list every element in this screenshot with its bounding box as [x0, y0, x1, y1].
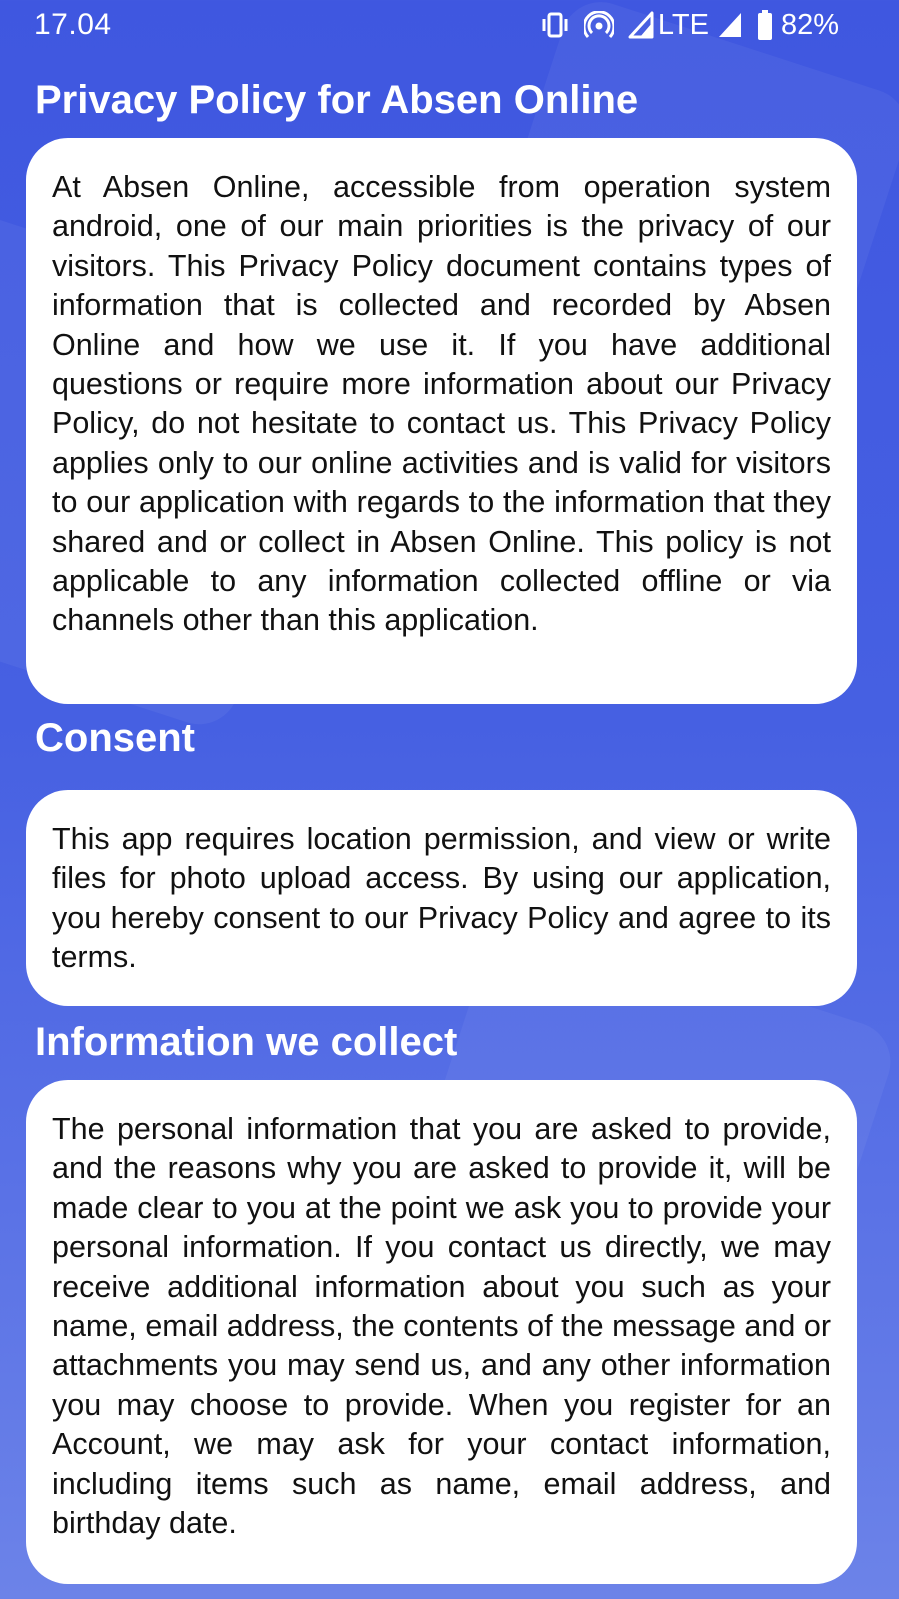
- status-icons: [530, 8, 839, 42]
- battery-percent: 82%: [780, 8, 839, 41]
- status-bar: [0, 0, 899, 52]
- page-title: Privacy Policy for Absen Online: [35, 78, 639, 122]
- network-type: LTE: [657, 8, 709, 41]
- information-collect-text: The personal information that you are asked to provide, and the reasons why you are asked to provide it, will be made clear to you at the point we ask you to provide your personal information. If you contact us directly, we may receive additional information about you such as your name, email address, the contents of the message and or attachments you may send us, and any other information you may choose to provide. When you register for an Account, we may ask for your contact information, including items such as name, email address, and birthday date.: [52, 1112, 831, 1541]
- information-collect-title: Information we collect: [35, 1020, 458, 1064]
- privacy-policy-card: [26, 138, 857, 704]
- battery-icon: [757, 10, 773, 40]
- consent-text: This app requires location permission, and view or write files for photo upload access. By using our application, you hereby consent to our Privacy Policy and agree to its terms.: [52, 822, 831, 975]
- vibrate-icon: [540, 12, 570, 38]
- privacy-policy-text: At Absen Online, accessible from operation system android, one of our main priorities is the privacy of our visitors. This Privacy Policy document contains types of information that is collected and recorded by Absen Online and how we use it. If you have additional questions or require more information about our Privacy Policy, do not hesitate to contact us. This Privacy Policy applies only to our online activities and is valid for visitors to our application with regards to the information that they shared and or collect in Absen Online. This policy is not applicable to any information collected offline or via channels other than this application.: [52, 170, 831, 638]
- signal-icon: [628, 11, 654, 39]
- signal-full-icon: [717, 11, 743, 39]
- information-collect-card: [26, 1080, 857, 1584]
- consent-title: Consent: [35, 716, 195, 760]
- hotspot-icon: [584, 11, 614, 39]
- consent-card: [26, 790, 857, 1006]
- status-time: 17.04: [34, 8, 112, 41]
